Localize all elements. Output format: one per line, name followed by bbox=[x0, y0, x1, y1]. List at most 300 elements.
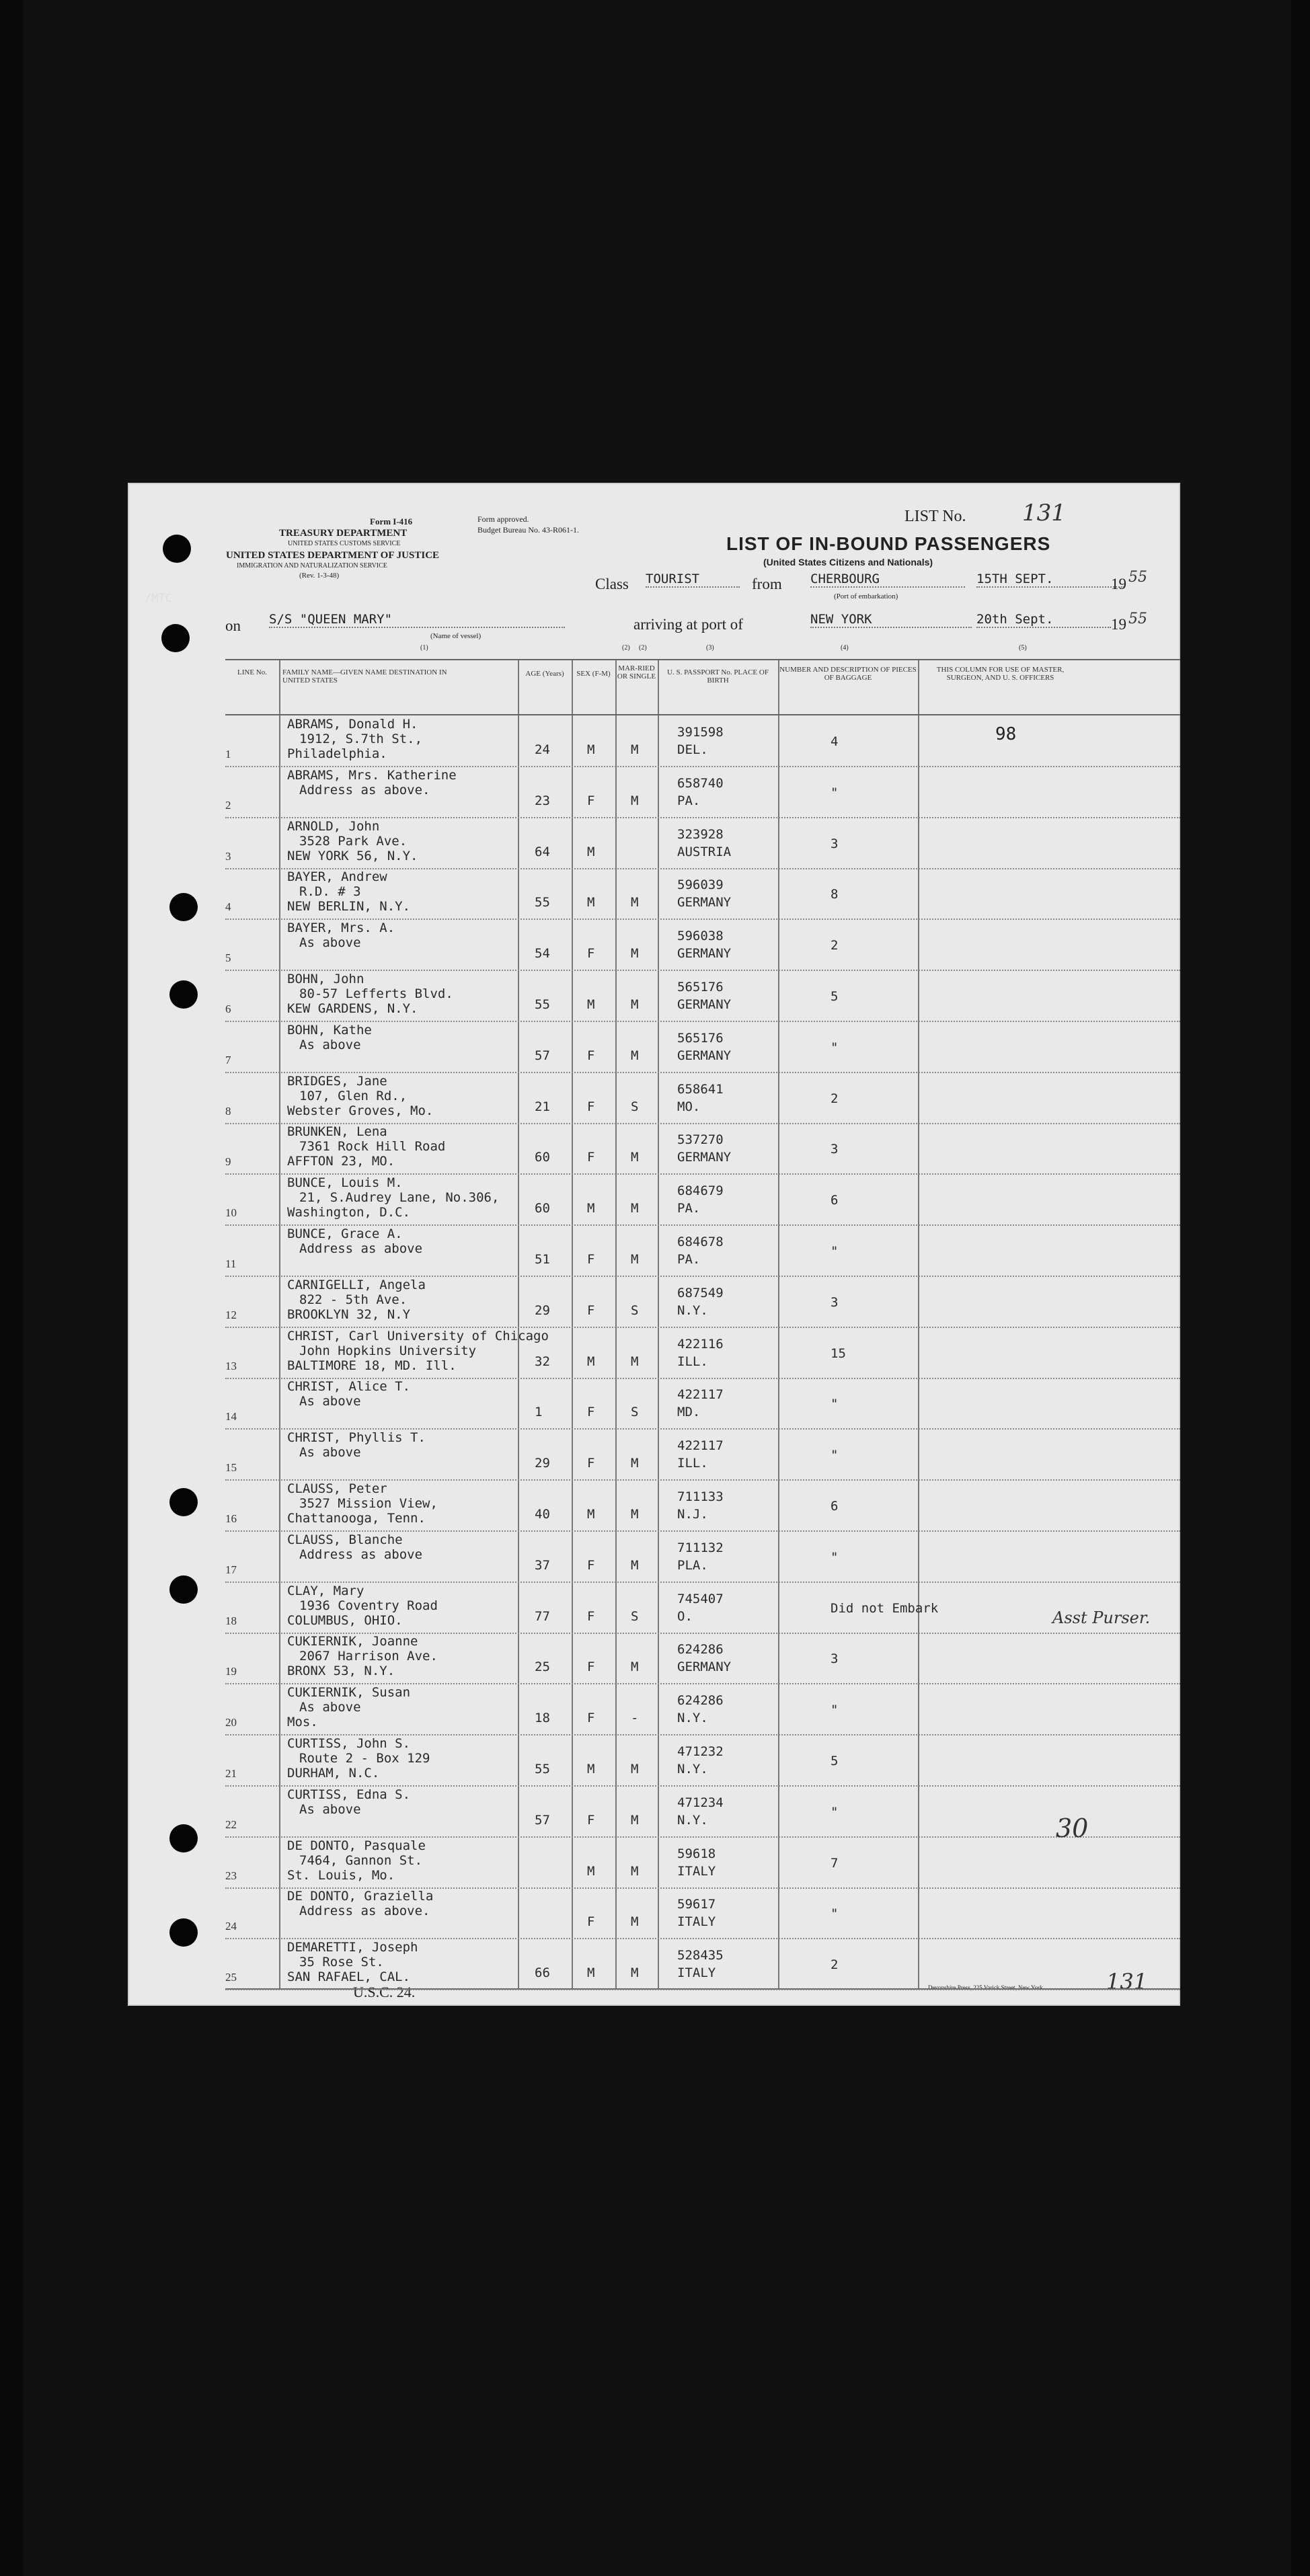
passport-number: 565176 bbox=[677, 980, 724, 994]
table-row bbox=[225, 1531, 1180, 1583]
marital-status: M bbox=[631, 742, 639, 757]
passenger-address: 1936 Coventry Road bbox=[299, 1598, 438, 1613]
table-row bbox=[225, 1276, 1180, 1328]
punch-hole bbox=[169, 1488, 198, 1516]
passenger-name: BRIDGES, Jane bbox=[287, 1073, 387, 1089]
on-label: on bbox=[225, 617, 241, 634]
line-number: 9 bbox=[225, 1155, 231, 1169]
marital-status: M bbox=[631, 1150, 639, 1165]
passport-number: 59618 bbox=[677, 1846, 716, 1861]
passenger-age: 24 bbox=[535, 742, 550, 757]
passport-number: 624286 bbox=[677, 1693, 724, 1709]
passenger-address: As above bbox=[299, 1037, 361, 1052]
table-row bbox=[225, 1225, 1180, 1277]
marital-status: M bbox=[631, 1201, 639, 1216]
statute-reference: U.S.C. 24. bbox=[353, 1984, 416, 2000]
passenger-age: 37 bbox=[535, 1557, 550, 1573]
line-number: 25 bbox=[225, 1971, 237, 1984]
passenger-sex: F bbox=[587, 1914, 595, 1930]
line-number: 4 bbox=[225, 900, 231, 914]
passenger-sex: M bbox=[587, 1201, 595, 1216]
passport-number: 59617 bbox=[677, 1897, 716, 1912]
baggage-count: " bbox=[831, 785, 839, 800]
marital-status: S bbox=[631, 1099, 639, 1114]
marital-status: - bbox=[631, 1711, 639, 1726]
passenger-sex: F bbox=[587, 1557, 595, 1573]
arrival-date: 20th Sept. bbox=[976, 612, 1111, 628]
baggage-count: " bbox=[831, 1906, 839, 1922]
passenger-name: CLAUSS, Blanche bbox=[287, 1532, 403, 1547]
passport-number: 422116 bbox=[677, 1336, 724, 1352]
line-number: 18 bbox=[225, 1614, 237, 1627]
passenger-age: 60 bbox=[535, 1150, 550, 1165]
passport-number: 684678 bbox=[677, 1235, 724, 1249]
passenger-destination: AFFTON 23, MO. bbox=[287, 1154, 395, 1169]
passenger-sex: F bbox=[587, 1048, 595, 1063]
table-row bbox=[225, 1684, 1180, 1735]
passenger-sex: F bbox=[587, 1812, 595, 1828]
place-of-birth: DEL. bbox=[677, 742, 708, 757]
table-row bbox=[225, 1327, 1180, 1379]
passenger-sex: F bbox=[587, 1405, 595, 1420]
header-name: FAMILY NAME—GIVEN NAME DESTINATION IN UNITED STATES bbox=[282, 668, 447, 685]
punch-hole bbox=[169, 1918, 198, 1947]
passport-number: 422117 bbox=[677, 1438, 724, 1454]
passport-number: 711132 bbox=[677, 1540, 724, 1555]
vessel-name: S/S "QUEEN MARY" bbox=[269, 612, 565, 628]
line-number: 5 bbox=[225, 951, 231, 965]
form-approved: Form approved. bbox=[477, 514, 529, 524]
column-number: (1) bbox=[420, 644, 428, 652]
passenger-name: BUNCE, Louis M. bbox=[287, 1175, 403, 1191]
passenger-age: 77 bbox=[535, 1608, 550, 1624]
passenger-name: CHRIST, Carl University of Chicago bbox=[287, 1328, 549, 1343]
passenger-name: ARNOLD, John bbox=[287, 818, 380, 834]
passenger-address: 1912, S.7th St., bbox=[299, 732, 423, 746]
table-row bbox=[225, 919, 1180, 971]
signature-note: 30 bbox=[1056, 1813, 1089, 1843]
place-of-birth: O. bbox=[677, 1608, 693, 1624]
place-of-birth: MD. bbox=[677, 1405, 701, 1420]
baggage-count: " bbox=[831, 1804, 839, 1820]
passenger-age: 55 bbox=[535, 895, 550, 910]
passenger-destination: SAN RAFAEL, CAL. bbox=[287, 1969, 411, 1985]
line-number: 12 bbox=[225, 1308, 237, 1321]
marital-status: M bbox=[631, 997, 639, 1012]
passenger-address: As above bbox=[299, 1445, 361, 1460]
passport-number: 684679 bbox=[677, 1183, 724, 1199]
punch-hole bbox=[169, 1824, 198, 1852]
passenger-name: BRUNKEN, Lena bbox=[287, 1124, 387, 1140]
table-row bbox=[225, 1429, 1180, 1481]
place-of-birth: ILL. bbox=[677, 1456, 708, 1471]
table-row bbox=[225, 1480, 1180, 1532]
passenger-address: 7361 Rock Hill Road bbox=[299, 1139, 446, 1155]
line-number: 15 bbox=[225, 1461, 237, 1475]
place-of-birth: N.Y. bbox=[677, 1711, 708, 1726]
line-number: 11 bbox=[225, 1257, 237, 1270]
passenger-destination: Philadelphia. bbox=[287, 746, 387, 761]
marital-status: M bbox=[631, 1762, 639, 1777]
printer-credit: Devonshire Press, 225 Varick Street, New York bbox=[928, 1984, 1043, 1991]
embarkation-year: 55 bbox=[1128, 569, 1147, 586]
marital-status: M bbox=[631, 946, 639, 962]
passenger-name: CUKIERNIK, Joanne bbox=[287, 1634, 418, 1649]
place-of-birth: N.Y. bbox=[677, 1812, 708, 1828]
line-number: 20 bbox=[225, 1716, 237, 1729]
passenger-name: CUKIERNIK, Susan bbox=[287, 1685, 411, 1701]
passport-number: 687549 bbox=[677, 1285, 724, 1300]
baggage-count: 6 bbox=[831, 1193, 839, 1208]
table-row bbox=[225, 1735, 1180, 1787]
marital-status: M bbox=[631, 1965, 639, 1981]
marital-status: M bbox=[631, 1456, 639, 1471]
form-number: Form I-416 bbox=[370, 516, 413, 526]
passenger-address: 2067 Harrison Ave. bbox=[299, 1649, 438, 1664]
marital-status: M bbox=[631, 1914, 639, 1930]
department-of-justice: UNITED STATES DEPARTMENT OF JUSTICE bbox=[226, 550, 440, 561]
passenger-age: 29 bbox=[535, 1456, 550, 1471]
corner-page-number: 131 bbox=[1106, 1969, 1148, 1994]
officer-mark: 98 bbox=[995, 724, 1017, 744]
passenger-age: 54 bbox=[535, 946, 550, 962]
baggage-count: 5 bbox=[831, 1754, 839, 1768]
marital-status: M bbox=[631, 1660, 639, 1675]
baggage-count: " bbox=[831, 1244, 839, 1259]
punch-hole bbox=[169, 1575, 198, 1604]
marital-status: M bbox=[631, 1863, 639, 1879]
table-row bbox=[225, 1786, 1180, 1838]
baggage-count: 2 bbox=[831, 1091, 839, 1106]
passenger-sex: F bbox=[587, 793, 595, 808]
line-number: 23 bbox=[225, 1869, 237, 1882]
arrival-port: NEW YORK bbox=[810, 612, 972, 628]
passenger-sex: F bbox=[587, 1711, 595, 1726]
passport-number: 471234 bbox=[677, 1795, 724, 1810]
passenger-name: BAYER, Andrew bbox=[287, 869, 387, 885]
passenger-destination: BRONX 53, N.Y. bbox=[287, 1664, 395, 1679]
passenger-sex: F bbox=[587, 1150, 595, 1165]
table-body bbox=[225, 714, 1180, 1990]
passenger-destination: St. Louis, Mo. bbox=[287, 1867, 395, 1883]
passenger-address: As above bbox=[299, 1801, 361, 1817]
line-number: 19 bbox=[225, 1665, 237, 1678]
document-subtitle: (United States Citizens and Nationals) bbox=[763, 557, 933, 568]
place-of-birth: PA. bbox=[677, 1201, 701, 1216]
passenger-name: CHRIST, Alice T. bbox=[287, 1379, 411, 1395]
line-number: 13 bbox=[225, 1359, 237, 1372]
marital-status: M bbox=[631, 895, 639, 910]
passenger-age: 55 bbox=[535, 1762, 550, 1777]
table-row bbox=[225, 1123, 1180, 1175]
passenger-sex: F bbox=[587, 1302, 595, 1318]
table-row bbox=[225, 1582, 1180, 1634]
passport-number: 537270 bbox=[677, 1132, 724, 1148]
passenger-destination: COLUMBUS, OHIO. bbox=[287, 1612, 403, 1628]
passenger-address: As above bbox=[299, 1394, 361, 1409]
table-row bbox=[225, 1378, 1180, 1430]
passenger-sex: M bbox=[587, 997, 595, 1012]
passenger-destination: Mos. bbox=[287, 1715, 318, 1730]
place-of-birth: PA. bbox=[677, 1252, 701, 1267]
passenger-name: CARNIGELLI, Angela bbox=[287, 1277, 426, 1292]
place-of-birth: PA. bbox=[677, 793, 701, 808]
baggage-count: 8 bbox=[831, 887, 839, 902]
baggage-count: 6 bbox=[831, 1499, 839, 1514]
passenger-address: 3528 Park Ave. bbox=[299, 833, 408, 849]
table-row bbox=[225, 1174, 1180, 1226]
punch-hole bbox=[161, 624, 190, 652]
line-number: 8 bbox=[225, 1104, 231, 1118]
embarkation-date: 15TH SEPT. bbox=[976, 572, 1124, 588]
passenger-age: 21 bbox=[535, 1099, 550, 1114]
line-number: 24 bbox=[225, 1920, 237, 1933]
baggage-count: 2 bbox=[831, 938, 839, 953]
passenger-destination: NEW BERLIN, N.Y. bbox=[287, 899, 411, 914]
passenger-sex: F bbox=[587, 1660, 595, 1675]
header-line-no: LINE No. bbox=[237, 668, 267, 676]
place-of-birth: N.Y. bbox=[677, 1302, 708, 1318]
passenger-destination: Webster Groves, Mo. bbox=[287, 1103, 434, 1118]
passport-number: 745407 bbox=[677, 1591, 724, 1606]
passenger-name: ABRAMS, Mrs. Katherine bbox=[287, 767, 457, 783]
passenger-name: BOHN, John bbox=[287, 972, 364, 986]
passport-number: 596039 bbox=[677, 877, 724, 893]
baggage-count: 15 bbox=[831, 1345, 846, 1361]
baggage-count: 3 bbox=[831, 836, 839, 851]
margin-note: /MTC bbox=[145, 592, 172, 605]
passenger-destination: BALTIMORE 18, MD. Ill. bbox=[287, 1358, 457, 1373]
arrival-year: 55 bbox=[1128, 611, 1147, 627]
place-of-birth: ITALY bbox=[677, 1965, 716, 1981]
passenger-name: CLAUSS, Peter bbox=[287, 1481, 387, 1496]
line-number: 3 bbox=[225, 849, 231, 863]
passenger-address: Address as above. bbox=[299, 1904, 430, 1919]
year-prefix: 19 bbox=[1111, 576, 1126, 592]
line-number: 16 bbox=[225, 1512, 237, 1525]
table-row bbox=[225, 1021, 1180, 1073]
passenger-destination: NEW YORK 56, N.Y. bbox=[287, 848, 418, 863]
passenger-address: 35 Rose St. bbox=[299, 1955, 384, 1970]
treasury-department: TREASURY DEPARTMENT bbox=[279, 528, 408, 539]
place-of-birth: GERMANY bbox=[677, 997, 732, 1012]
baggage-count: " bbox=[831, 1397, 839, 1412]
passenger-age: 25 bbox=[535, 1660, 550, 1675]
baggage-count: " bbox=[831, 1703, 839, 1718]
list-number-label: LIST No. bbox=[904, 508, 966, 525]
punch-hole bbox=[169, 980, 198, 1009]
passenger-name: CLAY, Mary bbox=[287, 1583, 364, 1598]
header-passport: U. S. PASSPORT No. PLACE OF BIRTH bbox=[667, 668, 769, 685]
line-number: 14 bbox=[225, 1410, 237, 1423]
column-number: (5) bbox=[1019, 644, 1027, 652]
passenger-destination: DURHAM, N.C. bbox=[287, 1766, 380, 1781]
ins-service: IMMIGRATION AND NATURALIZATION SERVICE bbox=[237, 562, 387, 570]
passenger-address: 3527 Mission View, bbox=[299, 1496, 438, 1511]
place-of-birth: MO. bbox=[677, 1099, 701, 1114]
place-of-birth: AUSTRIA bbox=[677, 844, 732, 859]
passenger-name: ABRAMS, Donald H. bbox=[287, 717, 418, 732]
arriving-label: arriving at port of bbox=[633, 616, 743, 633]
table-row bbox=[225, 767, 1180, 818]
header-age: AGE (Years) bbox=[525, 670, 564, 678]
marital-status: M bbox=[631, 1252, 639, 1267]
passenger-address: Route 2 - Box 129 bbox=[299, 1751, 430, 1766]
passport-number: 471232 bbox=[677, 1744, 724, 1759]
passenger-destination: Washington, D.C. bbox=[287, 1205, 411, 1220]
punch-hole bbox=[169, 893, 198, 921]
passenger-age: 23 bbox=[535, 793, 550, 808]
passenger-age: 51 bbox=[535, 1252, 550, 1267]
table-row bbox=[225, 715, 1180, 767]
baggage-count: 7 bbox=[831, 1855, 839, 1871]
passport-number: 323928 bbox=[677, 826, 724, 842]
table-row bbox=[225, 1887, 1180, 1939]
passenger-name: CURTISS, Edna S. bbox=[287, 1787, 411, 1802]
baggage-count: 4 bbox=[831, 734, 839, 749]
place-of-birth: ITALY bbox=[677, 1863, 716, 1879]
line-number: 6 bbox=[225, 1003, 231, 1015]
marital-status: M bbox=[631, 1048, 639, 1063]
passenger-age: 40 bbox=[535, 1507, 550, 1522]
passenger-address: John Hopkins University bbox=[299, 1343, 477, 1358]
passenger-age: 32 bbox=[535, 1354, 550, 1369]
passport-number: 658740 bbox=[677, 775, 724, 791]
passenger-address: R.D. # 3 bbox=[299, 884, 361, 900]
passenger-sex: F bbox=[587, 1608, 595, 1624]
table-row bbox=[225, 1939, 1180, 1990]
passenger-sex: M bbox=[587, 1354, 595, 1369]
passenger-name: BUNCE, Grace A. bbox=[287, 1226, 403, 1241]
passenger-sex: M bbox=[587, 1965, 595, 1981]
place-of-birth: GERMANY bbox=[677, 895, 732, 910]
passport-number: 658641 bbox=[677, 1081, 724, 1097]
from-label: from bbox=[752, 576, 782, 592]
marital-status: M bbox=[631, 1812, 639, 1828]
place-of-birth: GERMANY bbox=[677, 1150, 732, 1165]
passenger-name: BOHN, Kathe bbox=[287, 1022, 372, 1038]
passenger-sex: M bbox=[587, 1762, 595, 1777]
baggage-count: " bbox=[831, 1448, 839, 1463]
line-number: 1 bbox=[225, 748, 231, 760]
passenger-address: Address as above. bbox=[299, 782, 430, 797]
passenger-destination: KEW GARDENS, N.Y. bbox=[287, 1001, 418, 1016]
passenger-sex: F bbox=[587, 1456, 595, 1471]
passenger-age: 18 bbox=[535, 1711, 550, 1726]
line-number: 22 bbox=[225, 1818, 237, 1831]
passenger-address: Address as above bbox=[299, 1241, 423, 1256]
passenger-age: 64 bbox=[535, 844, 550, 859]
passenger-sex: F bbox=[587, 946, 595, 962]
baggage-count: 2 bbox=[831, 1957, 839, 1973]
marital-status: M bbox=[631, 1354, 639, 1369]
passenger-address: Address as above bbox=[299, 1547, 423, 1562]
passenger-name: CURTISS, John S. bbox=[287, 1736, 411, 1751]
passport-number: 422117 bbox=[677, 1387, 724, 1403]
passenger-table bbox=[225, 659, 1180, 1990]
header-sex: SEX (F-M) bbox=[576, 670, 611, 678]
class-value: TOURIST bbox=[646, 572, 740, 588]
passenger-name: DEMARETTI, Joseph bbox=[287, 1940, 418, 1955]
passenger-name: DE DONTO, Pasquale bbox=[287, 1838, 426, 1853]
place-of-birth: PLA. bbox=[677, 1557, 708, 1573]
marital-status: S bbox=[631, 1608, 639, 1624]
baggage-count: 5 bbox=[831, 989, 839, 1004]
place-of-birth: GERMANY bbox=[677, 1660, 732, 1675]
passenger-sex: M bbox=[587, 1507, 595, 1522]
passport-number: 711133 bbox=[677, 1489, 724, 1504]
passenger-age: 57 bbox=[535, 1812, 550, 1828]
line-number: 10 bbox=[225, 1206, 237, 1220]
place-of-birth: ILL. bbox=[677, 1354, 708, 1369]
table-row bbox=[225, 1837, 1180, 1889]
marital-status: M bbox=[631, 1507, 639, 1522]
place-of-birth: N.Y. bbox=[677, 1762, 708, 1777]
passenger-address: 7464, Gannon St. bbox=[299, 1852, 423, 1868]
port-embarkation-caption: (Port of embarkation) bbox=[834, 592, 898, 600]
baggage-count: " bbox=[831, 1040, 839, 1055]
class-label: Class bbox=[595, 576, 629, 592]
table-row bbox=[225, 1072, 1180, 1124]
marital-status: S bbox=[631, 1405, 639, 1420]
table-row bbox=[225, 868, 1180, 920]
header-married: MAR-RIED OR SINGLE bbox=[617, 664, 656, 680]
vessel-caption: (Name of vessel) bbox=[430, 632, 481, 640]
passport-number: 391598 bbox=[677, 725, 724, 740]
port-of-embarkation: CHERBOURG bbox=[810, 572, 965, 588]
passport-number: 596038 bbox=[677, 929, 724, 944]
passenger-sex: M bbox=[587, 1863, 595, 1879]
line-number: 21 bbox=[225, 1767, 237, 1780]
passenger-age: 29 bbox=[535, 1302, 550, 1318]
passport-number: 528435 bbox=[677, 1948, 724, 1963]
header-baggage: NUMBER AND DESCRIPTION OF PIECES OF BAGGAGE bbox=[779, 666, 917, 682]
line-number: 17 bbox=[225, 1563, 237, 1576]
budget-bureau: Budget Bureau No. 43-R061-1. bbox=[477, 525, 579, 535]
passenger-age: 57 bbox=[535, 1048, 550, 1063]
baggage-count: 3 bbox=[831, 1294, 839, 1310]
place-of-birth: N.J. bbox=[677, 1507, 708, 1522]
marital-status: M bbox=[631, 793, 639, 808]
marital-status: S bbox=[631, 1302, 639, 1318]
baggage-count: Did not Embark bbox=[831, 1600, 939, 1616]
table-row bbox=[225, 970, 1180, 1022]
column-number: (4) bbox=[841, 644, 849, 652]
passenger-destination: BROOKLYN 32, N.Y bbox=[287, 1306, 411, 1322]
place-of-birth: GERMANY bbox=[677, 946, 732, 962]
passenger-address: 107, Glen Rd., bbox=[299, 1088, 408, 1103]
passenger-name: BAYER, Mrs. A. bbox=[287, 921, 395, 936]
column-number: (3) bbox=[706, 644, 714, 652]
line-number: 2 bbox=[225, 798, 231, 812]
passenger-sex: M bbox=[587, 742, 595, 757]
customs-service: UNITED STATES CUSTOMS SERVICE bbox=[288, 540, 401, 547]
passenger-age: 60 bbox=[535, 1201, 550, 1216]
passenger-age: 55 bbox=[535, 997, 550, 1012]
line-number: 7 bbox=[225, 1053, 231, 1066]
passenger-sex: F bbox=[587, 1252, 595, 1267]
baggage-count: 3 bbox=[831, 1142, 839, 1157]
list-number: 131 bbox=[1022, 500, 1066, 526]
purser-note: Asst Purser. bbox=[1052, 1608, 1151, 1627]
passenger-address: 21, S.Audrey Lane, No.306, bbox=[299, 1190, 500, 1206]
passenger-sex: M bbox=[587, 895, 595, 910]
passenger-age: 1 bbox=[535, 1405, 543, 1420]
baggage-count: " bbox=[831, 1549, 839, 1565]
passenger-sex: F bbox=[587, 1099, 595, 1114]
header-officers: THIS COLUMN FOR USE OF MASTER, SURGEON, AND U. S. OFFICERS bbox=[936, 666, 1065, 682]
table-row bbox=[225, 818, 1180, 869]
